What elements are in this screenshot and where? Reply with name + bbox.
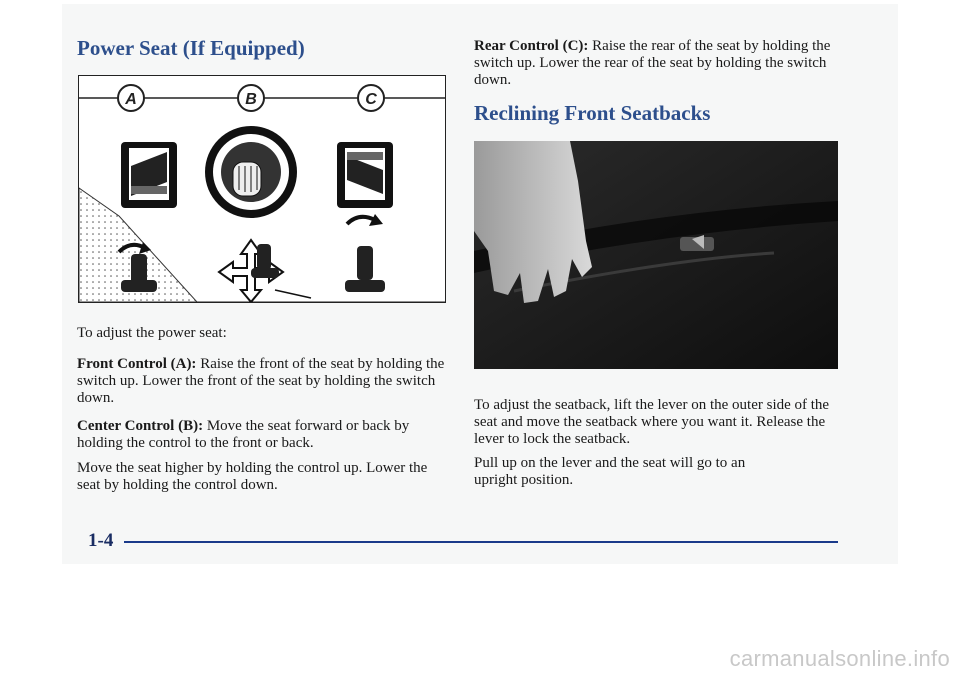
seatback-lever-image: [474, 141, 838, 369]
footer-rule: [124, 541, 838, 543]
page-number: 1-4: [88, 530, 114, 551]
callout-c: [358, 85, 384, 111]
center-control-label: Center Control (B):: [77, 418, 204, 434]
seat-tilt-rear-icon: [345, 214, 385, 292]
seatback-adjust-paragraph: To adjust the seatback, lift the lever on the outer side of the seat and move the seatback where you want it. Release the lever to lock the seatback.: [474, 397, 830, 447]
seatback-upright-paragraph: Pull up on the lever and the seat will go to an upright position.: [474, 455, 746, 488]
knob-b-icon: [205, 126, 297, 218]
power-seat-controls-figure: [78, 75, 446, 303]
callout-c-label: C: [365, 91, 377, 108]
callout-a-label: A: [125, 91, 137, 108]
power-seat-heading: Power Seat (If Equipped): [77, 36, 305, 60]
switch-a-icon: [121, 142, 177, 208]
switch-c-icon: [337, 142, 393, 208]
seat-move-arrows-icon: [219, 240, 283, 302]
height-adjust-paragraph: Move the seat higher by holding the control up. Lower the seat by holding the control down.: [77, 460, 428, 493]
callout-b-label: B: [245, 91, 257, 108]
center-control-text: Move the seat forward or back by holding the control to the front or back.: [77, 418, 410, 451]
power-seat-controls-illustration: [79, 76, 445, 302]
center-control-paragraph: [77, 418, 447, 452]
rear-control-paragraph: [474, 38, 844, 89]
watermark-text: carmanualsonline.info: [729, 646, 950, 671]
power-seat-intro: To adjust the power seat:: [77, 325, 227, 341]
callout-a: [118, 85, 144, 111]
seatback-lever-photo: [474, 141, 838, 369]
front-control-paragraph: [77, 356, 447, 407]
rear-control-text: Raise the rear of the seat by holding the switch up. Lower the rear of the seat by holding the switch down.: [474, 38, 831, 88]
rear-control-label: Rear Control (C):: [474, 38, 589, 54]
callout-b: [238, 85, 264, 111]
front-control-text: Raise the front of the seat by holding the switch up. Lower the front of the seat by holding the switch down.: [77, 356, 445, 406]
reclining-seatbacks-heading: Reclining Front Seatbacks: [474, 101, 711, 125]
front-control-label: Front Control (A):: [77, 356, 197, 372]
